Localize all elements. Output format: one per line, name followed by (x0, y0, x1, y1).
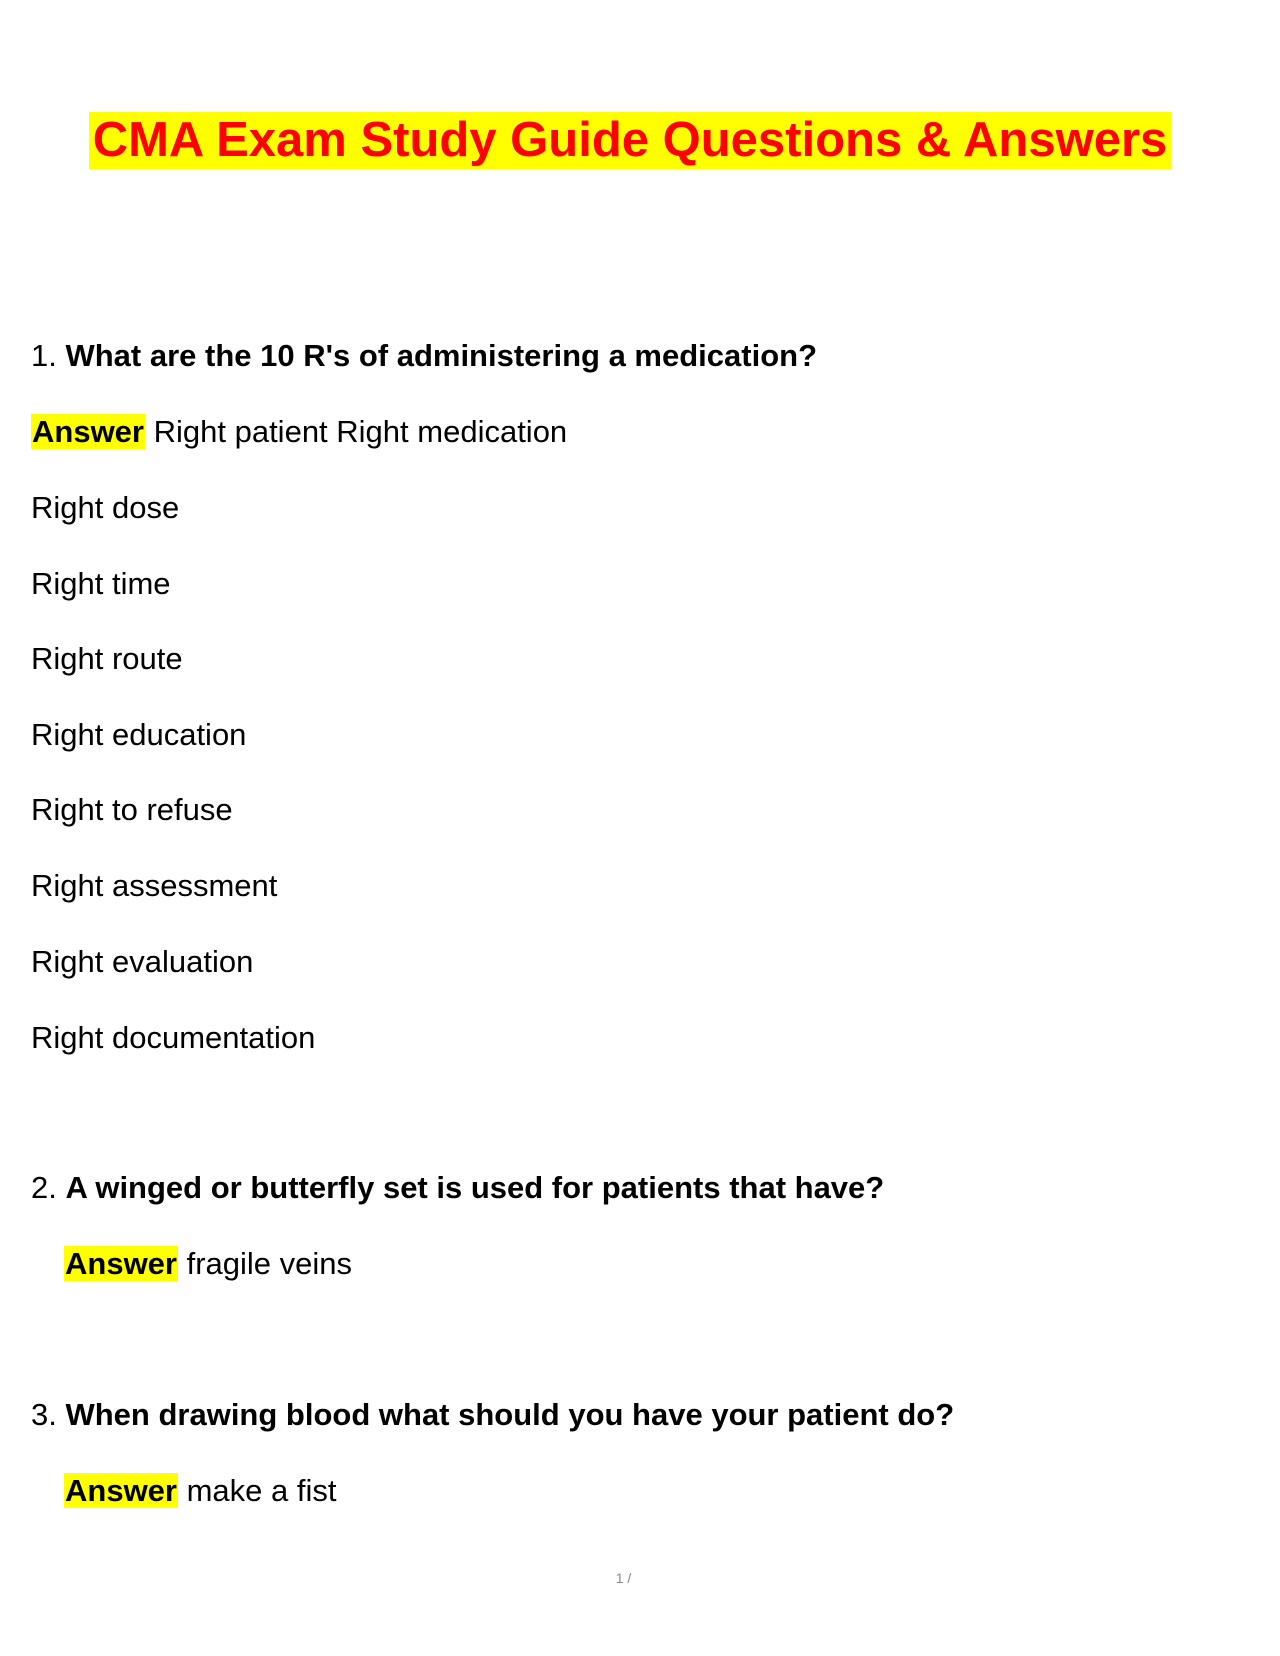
document-title: CMA Exam Study Guide Questions & Answers (89, 112, 1171, 169)
answer-label: Answer (32, 414, 144, 449)
answer-line: Right documentation (31, 1020, 316, 1055)
answer-label: Answer (65, 1246, 177, 1281)
answer-2 (64, 1245, 352, 1283)
question-text: A winged or butterfly set is used for patients that have? (65, 1170, 885, 1205)
answer-text: Right patient Right medication (153, 414, 568, 449)
answer-line: Right dose (31, 490, 180, 525)
answer-label: Answer (65, 1473, 177, 1508)
answer-line: Right education (31, 717, 247, 752)
answer-line: Right route (31, 641, 183, 676)
page-number: 1 / (615, 1570, 632, 1586)
answer-text: fragile veins (186, 1246, 353, 1281)
question-text: When drawing blood what should you have your patient do? (65, 1397, 955, 1432)
question-number: 3. (31, 1397, 57, 1432)
question-text: What are the 10 R's of administering a medication? (65, 338, 818, 373)
question-3 (31, 1396, 954, 1434)
answer-line: Right evaluation (31, 944, 254, 979)
answer-line: Right assessment (31, 868, 278, 903)
question-1 (31, 337, 817, 375)
question-2 (31, 1169, 884, 1207)
answer-1 (31, 413, 567, 451)
answer-text: make a fist (186, 1473, 337, 1508)
answer-3 (64, 1472, 337, 1510)
answer-line: Right to refuse (31, 792, 233, 827)
question-number: 2. (31, 1170, 57, 1205)
answer-line: Right time (31, 566, 171, 601)
question-number: 1. (31, 338, 57, 373)
